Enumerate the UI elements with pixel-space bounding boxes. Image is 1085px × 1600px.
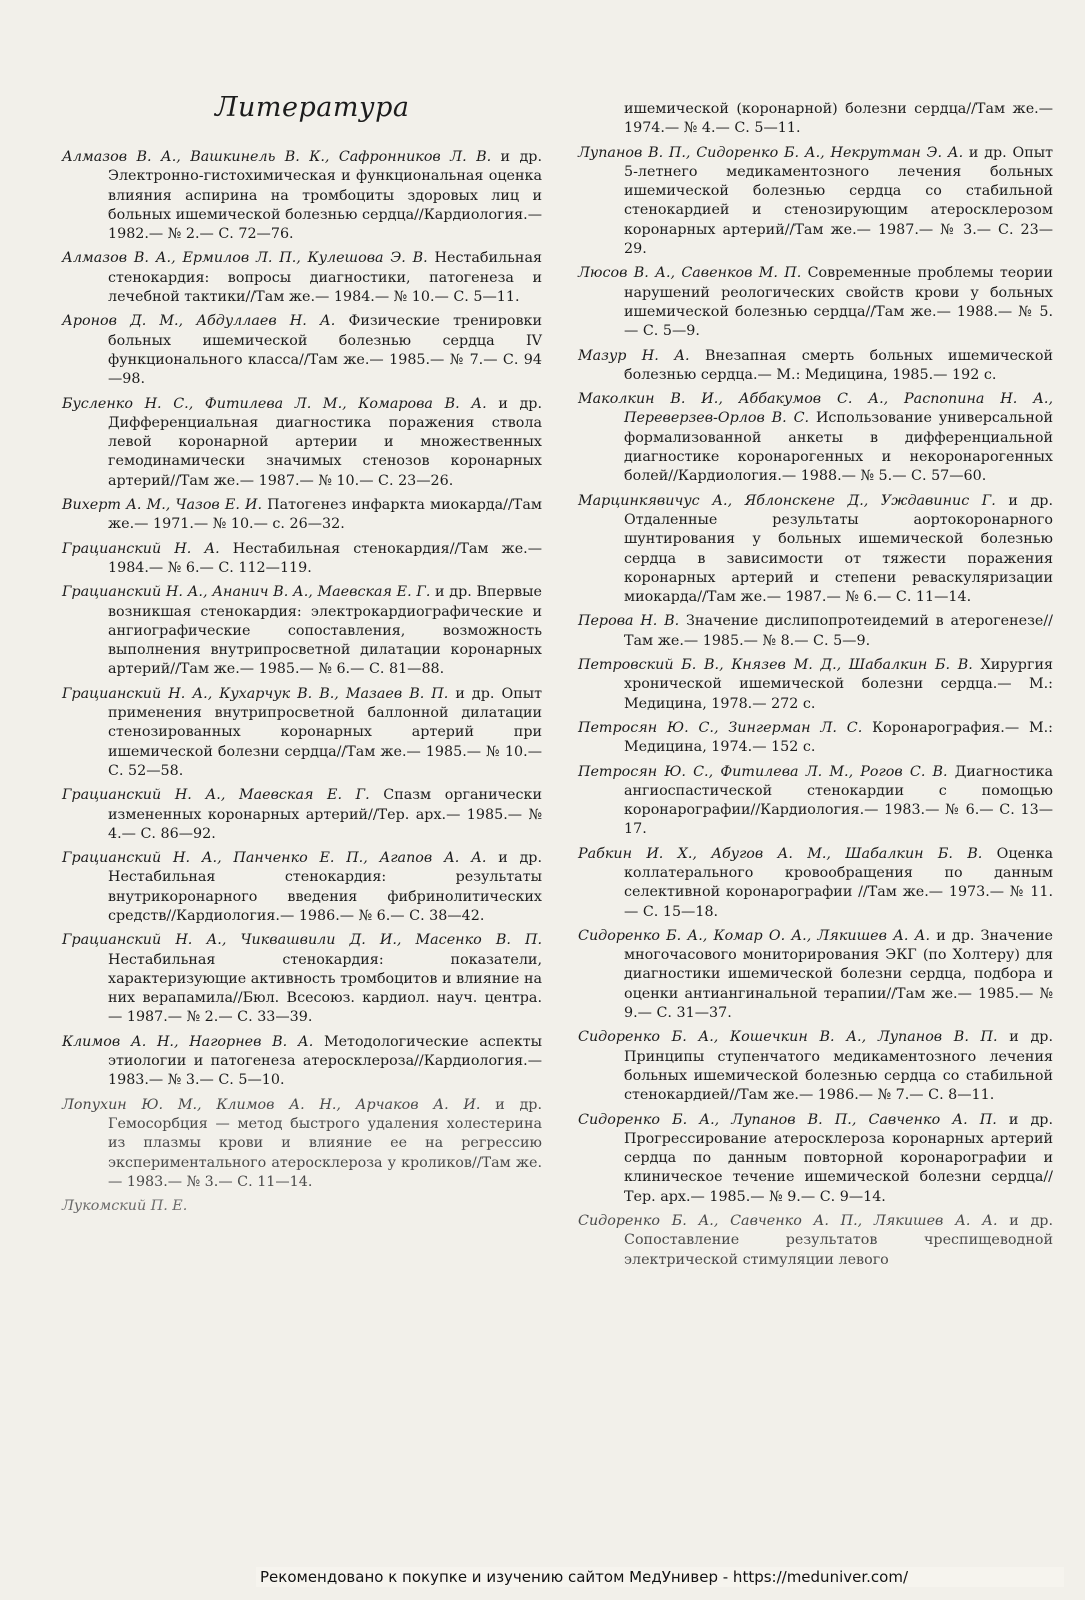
reference-text: и др. Отдаленные результаты аортокоронарного шунтирования у больных ишемической болезнью сердца в зависимости от тяжести поражения коронарных артерий и степени реваскуляризации миокарда//Там же.— 1987.— № 6.— С. 11—14. — [624, 492, 1053, 606]
reference-author: Алмазов В. А., Вашкинель В. К., Сафронников Л. В. — [62, 149, 492, 165]
reference-text: и др. Значение многочасового мониторирования ЭКГ (по Холтеру) для диагностики ишемической болезни сердца, подбора и оценки антиангинальной терапии//Там же.— 1985.— № 9.— С. 31—37. — [624, 927, 1053, 1022]
reference-author: Лупанов В. П., Сидоренко Б. А., Некрутман Э. А. — [578, 144, 964, 161]
reference-entry — [578, 612, 1053, 651]
reference-author: Грацианский Н. А. — [62, 540, 220, 557]
reference-text: и др. Впервые возникшая стенокардия: электрокардиографические и ангиографические сопоставления, возможность выполнения внутрипросветной дилатации коронарных артерий//Там же.— 1985.— № 6.— С. 81—88. — [108, 584, 542, 678]
reference-author: Грацианский Н. А., Чиквашвили Д. И., Масенко В. П. — [62, 932, 542, 949]
reference-author: Петросян Ю. С., Фитилева Л. М., Рогов С. В. — [578, 763, 948, 780]
reference-entry — [578, 763, 1053, 840]
reference-text: и др. Прогрессирование атеросклероза коронарных артерий сердца по данным повторной коронарографии и клиническое течение ишемической болезни сердца//Тер. арх.— 1985.— № 9.— С. 9—14. — [624, 1111, 1053, 1205]
reference-author: Грацианский Н. А., Ананич В. А., Маевская Е. Г. — [62, 584, 431, 601]
reference-entry — [578, 845, 1053, 922]
reference-entry — [62, 496, 542, 535]
reference-entry — [578, 264, 1053, 341]
reference-entry — [62, 249, 542, 307]
reference-entry — [62, 931, 542, 1027]
reference-author: Сидоренко Б. А., Савченко А. П., Лякишев А. А. — [578, 1213, 998, 1230]
reference-text: и др. Принципы ступенчатого медикаментозного лечения больных ишемической болезнью сердца со стабильной стенокардией//Там же.— 1986.— № 7.— С. 8—11. — [624, 1029, 1053, 1104]
reference-entry — [62, 583, 542, 679]
reference-entry — [578, 656, 1053, 714]
reference-entry — [62, 849, 542, 926]
reference-author: Бусленко Н. С., Фитилева Л. М., Комарова В. А. — [62, 395, 487, 412]
reference-text: и др. Опыт применения внутрипросветной баллонной дилатации стенозированных коронарных артерий при ишемической болезни сердца//Там же.— 1985.— № 10.— С. 52—58. — [108, 685, 543, 779]
reference-text: и др. Гемосорбция — метод быстрого удаления холестерина из плазмы крови и влияние ее на регрессию экспериментального атеросклероза у кроликов//Там же.— 1983.— № 3.— С. 11—14. — [108, 1096, 542, 1190]
reference-author: Грацианский Н. А., Панченко Е. П., Агапов А. А. — [62, 850, 487, 867]
reference-entry — [62, 395, 542, 491]
reference-entry — [62, 148, 542, 244]
reference-continuation: ишемической (коронарной) болезни сердца//Там же.— 1974.— № 4.— С. 5—11. — [624, 101, 1053, 137]
reference-text: и др. Электронно-гистохимическая и функциональная оценка влияния аспирина на тромбоциты здоровых лиц и больных ишемической болезнью сердца//Кардиология.— 1982.— № 2.— С. 72—76. — [108, 149, 542, 243]
reference-text: и др. Нестабильная стенокардия: результаты внутрикоронарного введения фибринолитических средств//Кардиология.— 1986.— № 6.— С. 38—42. — [108, 850, 542, 924]
reference-text: Нестабильная стенокардия//Там же.— 1984.— № 6.— С. 112—119. — [108, 540, 543, 576]
reference-author: Петровский Б. В., Князев М. Д., Шабалкин Б. В. — [578, 657, 973, 674]
reference-entry — [62, 540, 542, 579]
reference-entry — [578, 492, 1053, 608]
reference-entry — [578, 1212, 1053, 1270]
reference-author: Сидоренко Б. А., Кошечкин В. А., Лупанов В. П. — [578, 1029, 998, 1046]
reference-author: Рабкин И. Х., Абугов А. М., Шабалкин Б. В. — [578, 845, 983, 862]
reference-entry — [62, 786, 542, 844]
reference-author: Грацианский Н. А., Маевская Е. Г. — [62, 787, 370, 804]
reference-entry — [62, 1096, 542, 1192]
reference-entry — [578, 927, 1053, 1023]
reference-author: Марцинкявичус А., Яблонскене Д., Уждавинис Г. — [578, 492, 996, 509]
reference-entry — [578, 1111, 1053, 1207]
reference-entry — [578, 390, 1053, 486]
reference-author: Сидоренко Б. А., Лупанов В. П., Савченко А. П. — [578, 1111, 997, 1128]
reference-author: Климов А. Н., Нагорнев В. А. — [62, 1033, 314, 1050]
reference-entry — [62, 312, 542, 389]
reference-text: Патогенез инфаркта миокарда//Там же.— 1971.— № 10.— с. 26—32. — [108, 497, 542, 533]
reference-text: Физические тренировки больных ишемической болезнью сердца IV функционального класса//Там же.— 1985.— № 7.— С. 94—98. — [108, 313, 543, 388]
reference-text: Нестабильная стенокардия: вопросы диагностики, патогенеза и лечебной тактики//Там же.— 1984.— № 10.— С. 5—11. — [108, 250, 542, 306]
reference-text: Оценка коллатерального кровообращения по данным селективной коронарографии //Там же.— 1973.— № 11.— С. 15—18. — [624, 845, 1053, 920]
right-column — [578, 100, 1053, 1275]
reference-author: Петросян Ю. С., Зингерман Л. С. — [578, 719, 863, 736]
reference-author: Грацианский Н. А., Кухарчук В. В., Мазаев В. П. — [62, 685, 449, 702]
reference-entry — [578, 144, 1053, 260]
reference-text: Использование универсальной формализованной анкеты в дифференциальной диагностике коронарогенных и некоронарогенных болей//Кардиология.— 1988.— № 5.— С. 57—60. — [624, 410, 1053, 485]
left-column — [62, 148, 542, 1221]
reference-text: Внезапная смерть больных ишемической болезнью сердца.— М.: Медицина, 1985.— 192 с. — [624, 347, 1053, 383]
reference-author: Сидоренко Б. А., Комар О. А., Лякишев А. А. — [578, 927, 931, 944]
reference-text: Хирургия хронической ишемической болезни сердца.— М.: Медицина, 1978.— 272 с. — [624, 657, 1053, 712]
reference-author: Маколкин В. И., Аббакумов С. А., Распопина Н. А., Переверзев-Орлов В. С. — [578, 391, 1053, 427]
reference-author: Лукомский П. Е. — [62, 1198, 188, 1215]
reference-author: Перова Н. В. — [578, 613, 680, 630]
reference-text: Диагностика ангиоспастической стенокардии с помощью коронарографии//Кардиология.— 1983.— № 6.— С. 13—17. — [624, 763, 1053, 838]
reference-author: Люсов В. А., Савенков М. П. — [578, 265, 802, 282]
reference-text: и др. Опыт 5-летнего медикаментозного лечения больных ишемической болезнью сердца со стабильной стенокардией и стенозирующим атеросклерозом коронарных артерий//Там же.— 1987.— № 3.— С. 23—29. — [624, 144, 1054, 258]
reference-entry — [578, 719, 1053, 758]
reference-text: и др. Дифференциальная диагностика поражения ствола левой коронарной артерии и множественных гемодинамически значимых стенозов коронарных артерий//Там же.— 1987.— № 10.— С. 23—26. — [108, 395, 542, 489]
watermark-footer-link[interactable]: Рекомендовано к покупке и изучению сайтом МедУнивер - https://meduniver.com/ — [256, 1567, 1064, 1587]
reference-author: Алмазов В. А., Ермилов Л. П., Кулешова Э. В. — [62, 250, 428, 267]
page-title: Литература — [215, 92, 410, 123]
reference-text: Спазм органически измененных коронарных артерий//Тер. арх.— 1985.— № 4.— С. 86—92. — [108, 787, 542, 842]
reference-text: Методологические аспекты этиологии и патогенеза атеросклероза//Кардиология.— 1983.— № 3.— С. 5—10. — [108, 1033, 542, 1089]
reference-text: Значение дислипопротеидемий в атерогенезе//Там же.— 1985.— № 8.— С. 5—9. — [624, 613, 1053, 649]
reference-author: Вихерт А. М., Чазов Е. И. — [62, 497, 263, 514]
reference-author: Аронов Д. М., Абдуллаев Н. А. — [62, 313, 336, 330]
reference-text: и др. Сопоставление результатов чреспищеводной электрической стимуляции левого — [624, 1213, 1053, 1268]
reference-text: Нестабильная стенокардия: показатели, характеризующие активность тромбоцитов и влияние на них верапамила//Бюл. Всесоюз. кардиол. науч. центра.— 1987.— № 2.— С. 33—39. — [108, 951, 542, 1026]
reference-author: Лопухин Ю. М., Климов А. Н., Арчаков А. И. — [62, 1096, 481, 1113]
reference-entry — [62, 1033, 542, 1091]
reference-entry — [62, 685, 542, 781]
reference-author: Мазур Н. А. — [578, 347, 690, 364]
reference-entry — [578, 347, 1053, 386]
reference-entry — [62, 1197, 542, 1216]
reference-text: Коронарография.— М.: Медицина, 1974.— 152 с. — [624, 719, 1053, 756]
reference-entry — [578, 1028, 1053, 1105]
reference-text: Современные проблемы теории нарушений реологических свойств крови у больных ишемической болезнью сердца//Там же.— 1988.— № 5.— С. 5—9. — [624, 265, 1054, 340]
